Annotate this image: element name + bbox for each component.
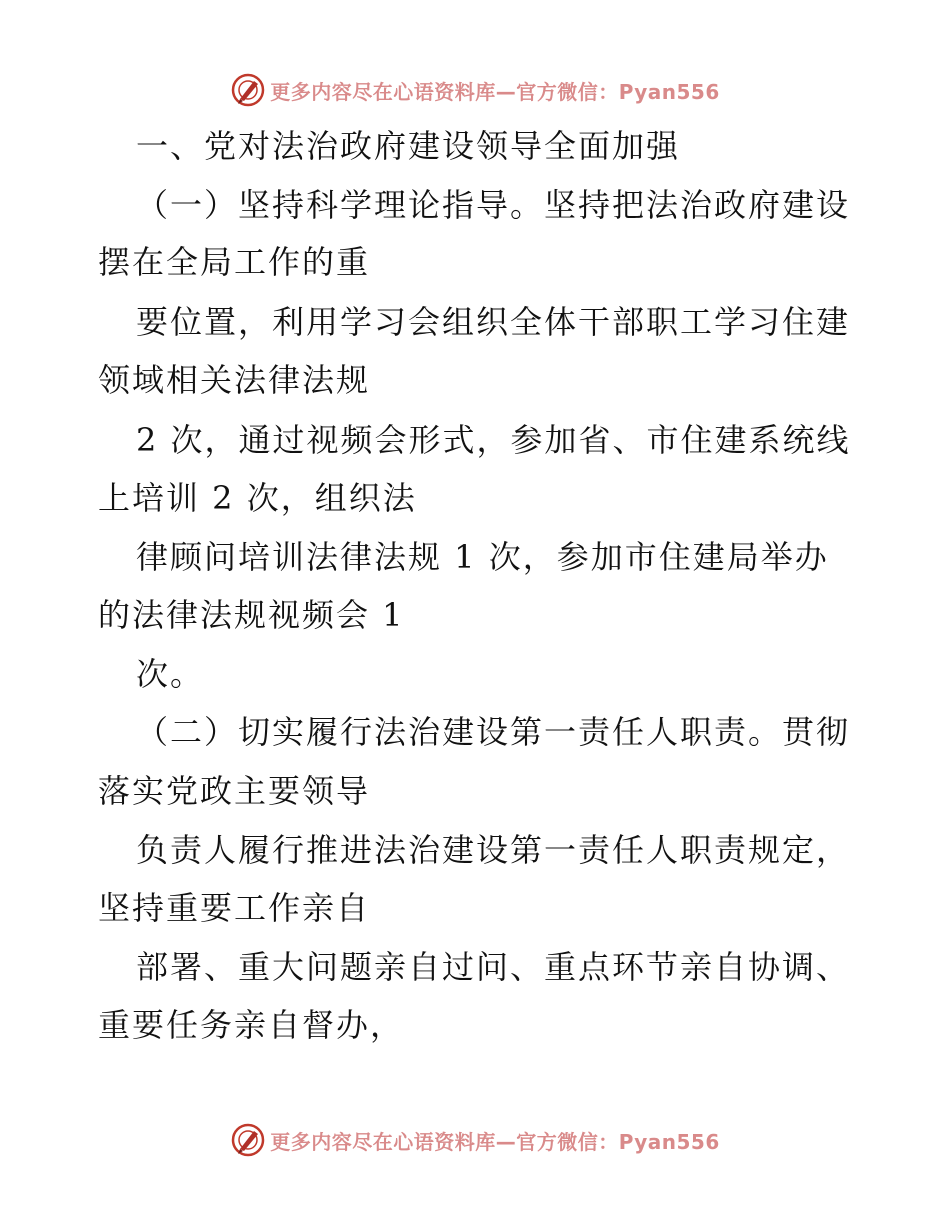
heading-line: 一、党对法治政府建设领导全面加强 bbox=[136, 127, 681, 165]
text-line: 2 次，通过视频会形式，参加省、市住建系统线 bbox=[136, 421, 851, 459]
text-line: 上培训 2 次，组织法 bbox=[98, 479, 417, 517]
text-line: 重要任务亲自督办， bbox=[98, 1006, 405, 1044]
watermark-text: 更多内容尽在心语资料库—官方微信：Pyan556 bbox=[270, 1129, 720, 1154]
text-line: 次。 bbox=[136, 655, 205, 693]
text-line: 坚持重要工作亲自 bbox=[98, 889, 371, 927]
text-line: 律顾问培训法律法规 1 次，参加市住建局举办 bbox=[136, 538, 829, 576]
pen-logo-icon bbox=[230, 72, 266, 108]
text-line: 领域相关法律法规 bbox=[98, 361, 371, 399]
text-line: 的法律法规视频会 1 bbox=[98, 596, 405, 634]
watermark-text: 更多内容尽在心语资料库—官方微信：Pyan556 bbox=[270, 79, 720, 104]
text-line: 要位置，利用学习会组织全体干部职工学习住建 bbox=[136, 303, 851, 341]
text-line: 部署、重大问题亲自过问、重点环节亲自协调、 bbox=[136, 948, 851, 986]
footer-watermark bbox=[0, 1120, 950, 1160]
text-line: 负责人履行推进法治建设第一责任人职责规定， bbox=[136, 831, 851, 869]
text-line: （一）坚持科学理论指导。坚持把法治政府建设 bbox=[136, 186, 851, 224]
pen-logo-icon bbox=[230, 1122, 266, 1158]
text-line: 摆在全局工作的重 bbox=[98, 243, 371, 281]
text-line: （二）切实履行法治建设第一责任人职责。贯彻 bbox=[136, 713, 851, 751]
header-watermark bbox=[0, 70, 950, 110]
text-line: 落实党政主要领导 bbox=[98, 772, 371, 810]
